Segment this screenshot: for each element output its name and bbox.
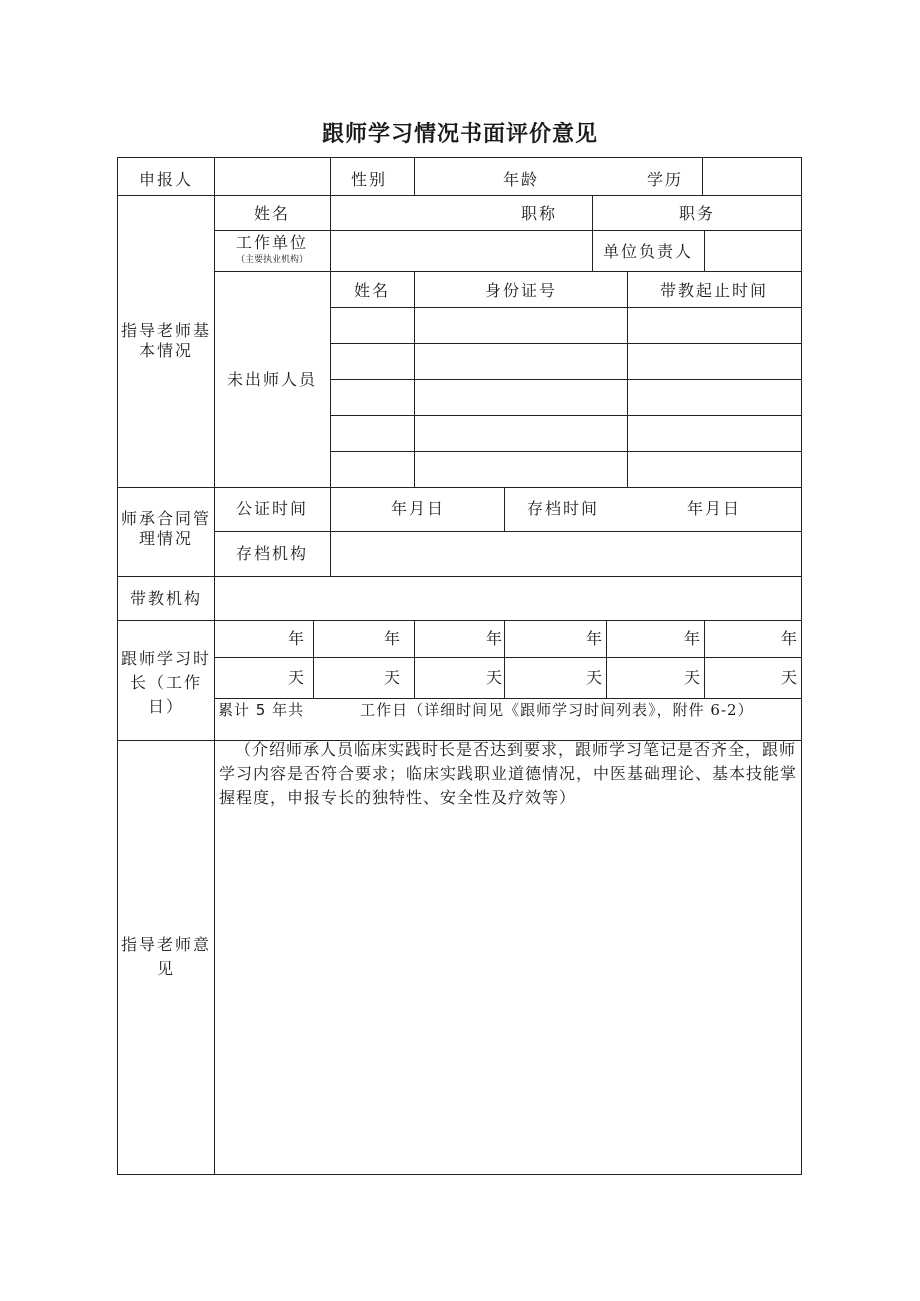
notary-date: 年月日 — [391, 499, 446, 518]
day-unit: 天 — [781, 668, 800, 687]
table-border-top — [117, 157, 802, 158]
row-divider — [330, 379, 802, 380]
day-unit: 天 — [586, 668, 605, 687]
workplace-label: 工作单位 — [235, 233, 309, 252]
row-divider — [214, 657, 802, 658]
mentor-section-label: 指导老师基本情况 — [121, 321, 212, 360]
column-divider — [504, 487, 505, 532]
row-divider — [117, 195, 802, 196]
row-divider — [117, 620, 802, 621]
mentor-title-label: 职称 — [521, 204, 558, 223]
day-unit: 天 — [384, 668, 403, 687]
teaching-org-label: 带教机构 — [129, 589, 203, 608]
page-title: 跟师学习情况书面评价意见 — [321, 122, 598, 147]
row-divider — [214, 271, 802, 272]
row-divider — [214, 230, 802, 231]
archive-org-label: 存档机构 — [235, 544, 309, 563]
contract-section-label: 师承合同管理情况 — [120, 509, 211, 548]
row-divider — [330, 415, 802, 416]
age-label: 年龄 — [503, 170, 540, 189]
column-divider — [414, 157, 415, 195]
applicant-label: 申报人 — [138, 170, 194, 189]
table-border-bottom — [117, 1174, 802, 1175]
mentor-name-label: 姓名 — [253, 204, 291, 223]
evaluation-form — [117, 157, 802, 1174]
year-unit: 年 — [586, 629, 605, 648]
archive-date: 年月日 — [687, 499, 742, 518]
opinion-section-label: 指导老师意见 — [120, 935, 211, 978]
year-unit: 年 — [384, 629, 403, 648]
apprentice-header-name: 姓名 — [353, 281, 391, 300]
apprentice-header-period: 带教起止时间 — [659, 281, 769, 300]
column-divider — [504, 620, 505, 698]
column-divider — [330, 157, 331, 195]
opinion-instructions: （介绍师承人员临床实践时长是否达到要求，跟师学习笔记是否齐全，跟师学习内容是否符合要求；临床实践职业道德情况，中医基础理论、基本技能掌握程度，申报专长的独特性、安全性及疗效等） — [219, 740, 798, 807]
row-divider — [117, 576, 802, 577]
unfinished-apprentices-label: 未出师人员 — [226, 370, 318, 389]
table-border-right — [801, 157, 802, 1175]
archive-time-label: 存档时间 — [527, 499, 600, 518]
year-unit: 年 — [486, 629, 505, 648]
column-divider — [606, 620, 607, 698]
row-divider — [330, 307, 802, 308]
column-divider — [414, 271, 415, 488]
day-unit: 天 — [288, 668, 307, 687]
education-label: 学历 — [647, 170, 684, 189]
total-prefix: 累计 — [218, 701, 251, 719]
total-duration — [218, 702, 800, 719]
year-unit: 年 — [781, 629, 800, 648]
total-suffix: 工作日（详细时间见《跟师学习时间列表》，附件 6-2） — [360, 701, 754, 719]
column-divider — [313, 620, 314, 698]
column-divider — [704, 230, 705, 272]
gender-label: 性别 — [350, 170, 388, 189]
column-divider — [592, 195, 593, 231]
column-divider — [702, 157, 703, 195]
column-divider — [592, 230, 593, 272]
column-divider — [704, 620, 705, 698]
unit-head-label: 单位负责人 — [602, 242, 694, 261]
row-divider — [330, 451, 802, 452]
mentor-position-label: 职务 — [679, 204, 716, 223]
apprentice-header-id: 身份证号 — [484, 281, 558, 300]
table-border-left — [117, 157, 118, 1175]
row-divider — [214, 698, 802, 699]
workplace-note: （主要执业机构） — [235, 255, 309, 265]
column-divider — [414, 620, 415, 698]
total-mid: 年共 — [272, 701, 305, 719]
column-divider — [330, 487, 331, 577]
row-divider — [214, 531, 802, 532]
column-divider — [214, 157, 215, 1175]
day-unit: 天 — [684, 668, 703, 687]
year-unit: 年 — [288, 629, 307, 648]
total-years: 5 — [255, 701, 267, 719]
duration-section-label: 跟师学习时长（工作日） — [120, 649, 211, 716]
column-divider — [627, 271, 628, 488]
row-divider — [330, 343, 802, 344]
column-divider — [330, 195, 331, 488]
row-divider — [117, 487, 802, 488]
notary-time-label: 公证时间 — [235, 499, 309, 518]
day-unit: 天 — [486, 668, 505, 687]
year-unit: 年 — [684, 629, 703, 648]
